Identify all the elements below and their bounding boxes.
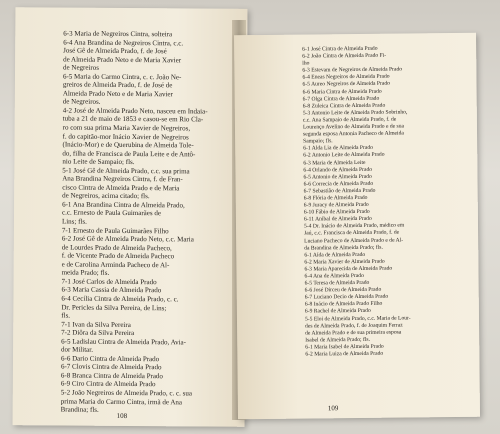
text-line: da Brandina de Almeida Prado; fls. — [304, 244, 383, 252]
text-line: 7-1 Ivan da Silva Pereira — [61, 320, 131, 329]
text-line: 6-1 José Cintra de Almeida Prado — [302, 45, 378, 53]
text-line: 6-7 Olga Cintra de Almeida Prado — [302, 95, 380, 103]
text-line: 6-6 José Dirceu de Almeida Prado — [304, 286, 382, 294]
text-line: f. do capitão-mor Inácio Xavier de Negreiros — [62, 132, 189, 141]
text-line: 6-7 Sebastião de Almeida Prado — [303, 187, 376, 195]
text-line: 6-5 Antonio de Almeida Prado — [303, 173, 372, 181]
text-line: 6-11 Aníbal de Almeida Prado — [303, 216, 372, 223]
text-line: Jaú, c.c. Francisca de Almeida Prado, f. de — [304, 229, 400, 237]
text-line: de Almeida Prado Neto e de Maria Xavier — [63, 55, 182, 64]
text-line: c.c. Ernesto de Paula Guimarães de — [61, 209, 161, 218]
text-line: c.c. Ana Sampaio de Almeida Prado, f. de — [302, 116, 397, 124]
text-line: dor Militar. — [61, 345, 93, 354]
text-line: 6-1 Maria Isabel de Almeida Prado — [305, 343, 384, 351]
text-line: f. de Vicente Prado de Almeida Pacheco — [61, 251, 175, 261]
text-line: 6-9 Juracy de Almeida Prado — [303, 201, 369, 209]
text-line: 6-7 Clovis Cintra de Almeida Prado — [60, 362, 162, 372]
text-line: 5-1 José Gê de Almeida Prado, c.c. sua prima — [62, 166, 190, 176]
text-line: Sampaio; fls. — [303, 138, 333, 145]
text-line: 6-2 Antonio Leite de Almeida Prado — [303, 152, 385, 159]
text-line: 6-8 Branca Cintra de Almeida Prado — [60, 371, 163, 381]
text-line: 6-4 Orlando de Almeida Prado — [303, 166, 373, 174]
text-line: de Negreiros, acima citado; fls. — [62, 191, 150, 201]
text-line: 6-8 Inácio de Almeida Prado Filho — [304, 301, 383, 308]
text-line: 6-8 Zuleica Cintra de Almeida Prado — [302, 102, 386, 110]
text-line: 6-6 Correcia de Almeida Prado — [303, 180, 374, 188]
text-line: Luciano Pacheco de Almeida Prado e de Al- — [304, 237, 404, 245]
text-line: segunda esposa Antonia Pacheco de Almeida — [303, 130, 404, 138]
text-line: e de Carolina Arminda Pacheco de Al- — [61, 260, 170, 270]
text-line: 6-3 Maria de Negreiros Cintra, solteira — [63, 29, 173, 39]
text-line: do, filha de Francisca de Paula Leite e de Antô- — [62, 149, 196, 159]
text-line: 6-5 Maria do Carmo Cintra, c. c. João Ne- — [62, 72, 182, 82]
text-line: 6-8 Flória de Almeida Prado — [303, 194, 368, 202]
right-page — [234, 33, 480, 420]
left-page-number: 108 — [116, 411, 128, 420]
text-line: Brandina; fls. — [60, 405, 99, 414]
text-line: Lins; fls. — [61, 217, 87, 226]
text-line: 6-9 Rachel de Almeida Prado — [304, 308, 371, 316]
right-page-text — [302, 45, 475, 359]
text-line: 6-3 Estevam de Negreiros de Almeida Prado — [302, 66, 403, 74]
text-line: (Inácio-Mor) e de Querubina de Almeida Tole- — [62, 140, 194, 150]
text-line: 6-3 Maria Aparecida de Almeida Prado — [304, 265, 393, 273]
text-line: 5-2 João Negreiros de Almeida Prado, c. c. sua — [60, 388, 193, 398]
text-line: tuba a 21 de maio de 1853 e casou-se em Rio Cla- — [62, 114, 204, 124]
text-line: 5-5 Eloi de Almeida Prado, c.c. Maria de Lour- — [304, 315, 411, 323]
text-line: 7-1 Ernesto de Paula Guimarães Filho — [61, 226, 169, 235]
text-line: 6-2 José Gê de Almeida Prado Neto, c.c. Maria — [61, 234, 194, 244]
text-line: José Gê de Almeida Prado, f. de José — [63, 46, 167, 56]
text-line: lho — [302, 60, 310, 67]
text-line: ro com sua prima Maria Xavier de Negreiros, — [62, 123, 191, 133]
text-line: Lourenço Avelino de Almeida Prado e de sua — [302, 123, 405, 131]
text-line: nio Leite de Sampaio; fls. — [62, 157, 135, 167]
text-line: Ana Brandina Negreiros Cintra, f. de Fran- — [62, 174, 183, 184]
text-line: de Negreiros — [63, 63, 100, 72]
text-line: 6-5 Ladislau Cintra de Almeida Prado, Avia- — [61, 337, 187, 347]
text-line: 5-4 Dr. Inácio de Almeida Prado, médico em — [303, 222, 405, 230]
text-line: 6-6 Maria Cintra de Almeida Prado — [302, 88, 382, 96]
text-line: 6-7 Luciano Decio de Almeida Prado — [304, 293, 389, 301]
left-page-text — [61, 30, 244, 416]
text-line: 4-2 José de Almeida Prado Neto, nasceu em Indaia- — [62, 106, 208, 116]
text-line: de Negreiros. — [62, 97, 101, 107]
text-line: cisco Cintra de Almeida Prado e de Maria — [62, 183, 180, 193]
text-line: 6-2 Maria Luiza de Almeida Prado — [305, 350, 384, 358]
text-line: 6-1 Alda Lia de Almeida Prado — [303, 145, 373, 152]
text-line: 6-9 Ciro Cintra de Almeida Prado — [60, 379, 156, 389]
text-line: 6-2 João Cintra de Almeida Prado Fi- — [302, 52, 387, 60]
text-line: 6-4 Ana Brandina de Negreiros Cintra, c.c. — [63, 38, 184, 47]
text-line: des de Almeida Prado, f. de Joaquim Ferraz — [305, 322, 403, 330]
right-page-number: 109 — [327, 404, 339, 413]
text-line: de Lourdes Prado de Almeida Pacheco, — [61, 243, 172, 252]
text-line: 7-2 Diôra da Silva Pereira — [61, 328, 135, 338]
text-line: meida Prado; fls. — [61, 268, 110, 278]
text-line: 6-3 Maria Cassia de Almeida Prado — [61, 285, 162, 295]
text-line: greiros de Almeida Prado, f. de José de — [62, 80, 173, 90]
text-line: fls. — [61, 311, 71, 320]
text-line: 6-5 Teresa de Almeida Prado — [304, 279, 370, 287]
text-line: 6-5 Aureo Negreiros de Almeida Prado — [302, 81, 391, 89]
text-line: Dr. Pericles da Silva Pereira, de Lins; — [61, 303, 167, 312]
text-line: Almeida Prado Neto e de Maria Xavier — [62, 89, 173, 99]
text-line: 6-10 Fábio de Almeida Prado — [303, 209, 370, 216]
text-line: prima Maria do Carmo Cintra, irmã de Ana — [60, 397, 183, 406]
text-line: 6-4 Ana de Almeida Prado — [304, 272, 364, 280]
text-line: 6-2 Maria Xavier de Almeida Prado — [304, 258, 385, 266]
text-line: 6-1 Ana Brandina Cintra de Almeida Prado, — [62, 200, 185, 210]
text-line: 7-1 José Carlos de Almeida Prado — [61, 277, 157, 287]
left-page — [13, 7, 248, 427]
text-line: 5-3 Antonio Leite de Almeida Prado Sobrinho, — [302, 109, 408, 117]
text-line: Isabel de Almeida Prado; fls. — [305, 336, 371, 344]
text-line: 6-3 Maria de Almeida Leite — [303, 159, 366, 167]
text-line: 6-1 Aída de Almeida Prado — [304, 251, 366, 259]
text-line: 6-6 Dario Cintra de Almeida Prado — [60, 354, 160, 363]
text-line: 6-4 Eneas Negreiros de Almeida Prado — [302, 74, 390, 81]
text-line: de Almeida Prado e de sua primeira esposa — [305, 329, 402, 337]
text-line: 6-4 Cecília Cintra de Almeida Prado, c. c. — [61, 294, 179, 304]
